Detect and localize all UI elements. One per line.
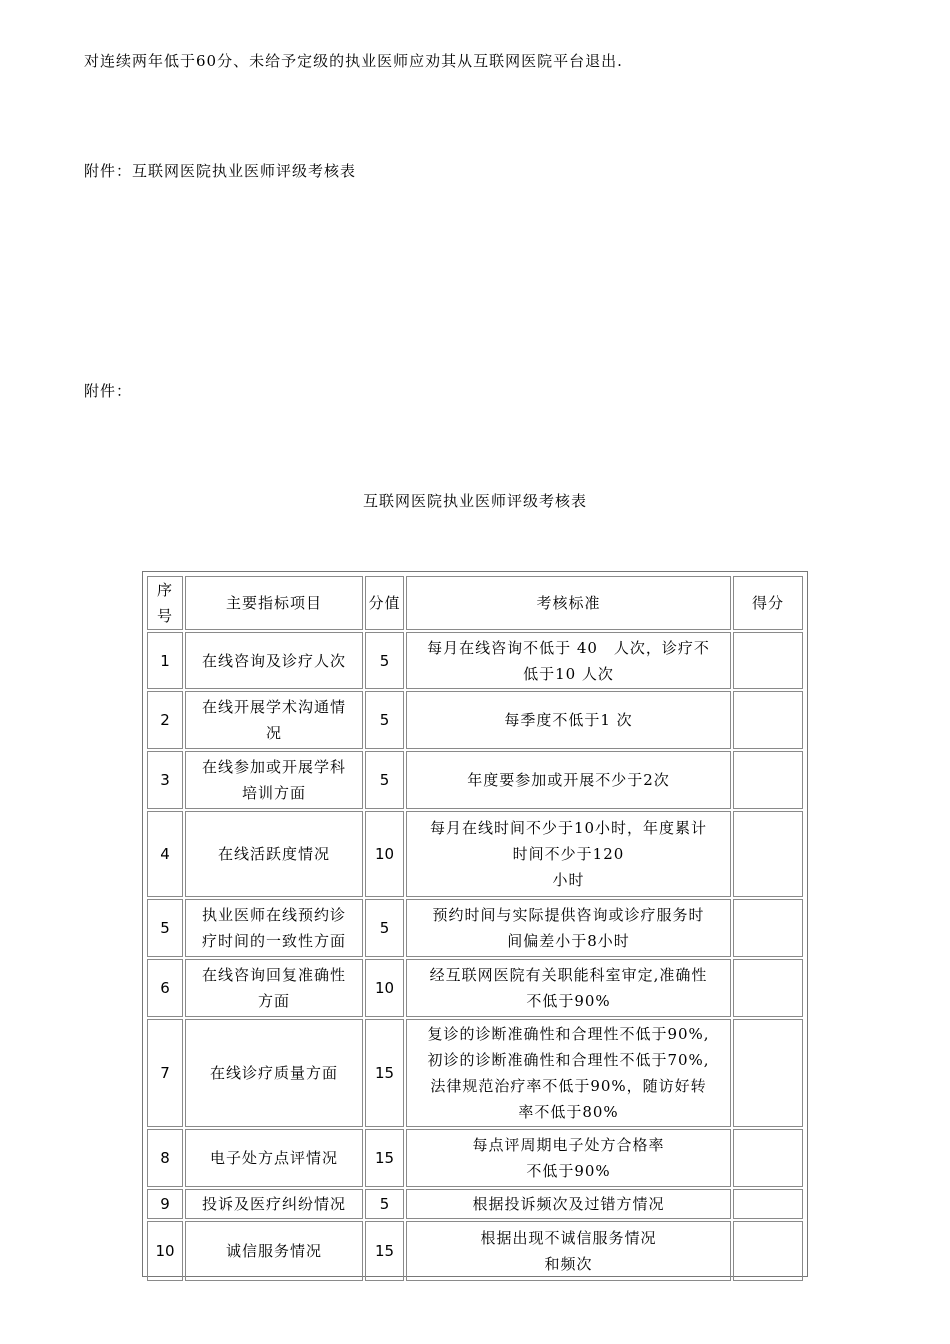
row-item: 在线参加或开展学科 培训方面 bbox=[185, 751, 363, 809]
row-no: 2 bbox=[147, 691, 183, 749]
row-result bbox=[733, 1129, 803, 1187]
row-result bbox=[733, 691, 803, 749]
row-standard: 年度要参加或开展不少于2次 bbox=[406, 751, 731, 809]
table-row bbox=[147, 691, 803, 749]
row-no: 10 bbox=[147, 1221, 183, 1281]
row-score: 15 bbox=[365, 1019, 404, 1127]
row-standard: 根据投诉频次及过错方情况 bbox=[406, 1189, 731, 1219]
row-result bbox=[733, 1189, 803, 1219]
row-result bbox=[733, 1221, 803, 1281]
intro-paragraph: 对连续两年低于60分、未给予定级的执业医师应劝其从互联网医院平台退出. bbox=[84, 52, 623, 70]
assessment-table-frame bbox=[142, 571, 808, 1277]
annex-reference: 附件：互联网医院执业医师评级考核表 bbox=[84, 162, 357, 180]
row-no: 8 bbox=[147, 1129, 183, 1187]
row-item: 投诉及医疗纠纷情况 bbox=[185, 1189, 363, 1219]
row-standard: 复诊的诊断准确性和合理性不低于90%, 初诊的诊断准确性和合理性不低于70%, 法律规范治疗率不低于90%，随访好转 率不低于80% bbox=[406, 1019, 731, 1127]
table-row bbox=[147, 1019, 803, 1127]
row-score: 5 bbox=[365, 691, 404, 749]
row-result bbox=[733, 751, 803, 809]
row-standard: 经互联网医院有关职能科室审定,准确性 不低于90% bbox=[406, 959, 731, 1017]
row-result bbox=[733, 899, 803, 957]
row-standard: 每季度不低于1 次 bbox=[406, 691, 731, 749]
row-score: 15 bbox=[365, 1129, 404, 1187]
row-item: 在线咨询回复准确性 方面 bbox=[185, 959, 363, 1017]
row-result bbox=[733, 811, 803, 897]
row-no: 5 bbox=[147, 899, 183, 957]
table-title: 互联网医院执业医师评级考核表 bbox=[362, 492, 587, 510]
row-standard: 每点评周期电子处方合格率 不低于90% bbox=[406, 1129, 731, 1187]
table-row bbox=[147, 959, 803, 1017]
row-result bbox=[733, 959, 803, 1017]
header-score: 分值 bbox=[365, 576, 404, 630]
row-standard: 每月在线咨询不低于 40 人次，诊疗不 低于10 人次 bbox=[406, 632, 731, 689]
row-no: 4 bbox=[147, 811, 183, 897]
row-no: 6 bbox=[147, 959, 183, 1017]
row-score: 5 bbox=[365, 899, 404, 957]
row-no: 3 bbox=[147, 751, 183, 809]
row-item: 电子处方点评情况 bbox=[185, 1129, 363, 1187]
row-score: 5 bbox=[365, 1189, 404, 1219]
table-row bbox=[147, 751, 803, 809]
annex-label: 附件： bbox=[84, 382, 133, 400]
row-item: 在线诊疗质量方面 bbox=[185, 1019, 363, 1127]
row-item: 执业医师在线预约诊 疗时间的一致性方面 bbox=[185, 899, 363, 957]
table-row bbox=[147, 1189, 803, 1219]
table-header-row bbox=[147, 576, 803, 630]
row-item: 诚信服务情况 bbox=[185, 1221, 363, 1281]
row-no: 7 bbox=[147, 1019, 183, 1127]
header-result: 得分 bbox=[733, 576, 803, 630]
row-result bbox=[733, 632, 803, 689]
header-item: 主要指标项目 bbox=[185, 576, 363, 630]
row-result bbox=[733, 1019, 803, 1127]
row-item: 在线咨询及诊疗人次 bbox=[185, 632, 363, 689]
table-row bbox=[147, 899, 803, 957]
table-row bbox=[147, 632, 803, 689]
row-standard: 根据出现不诚信服务情况 和频次 bbox=[406, 1221, 731, 1281]
header-standard: 考核标准 bbox=[406, 576, 731, 630]
row-score: 10 bbox=[365, 959, 404, 1017]
table-row bbox=[147, 1129, 803, 1187]
row-item: 在线开展学术沟通情 况 bbox=[185, 691, 363, 749]
assessment-table bbox=[145, 574, 805, 1283]
row-standard: 每月在线时间不少于10小时，年度累计 时间不少于120 小时 bbox=[406, 811, 731, 897]
row-score: 5 bbox=[365, 632, 404, 689]
row-item: 在线活跃度情况 bbox=[185, 811, 363, 897]
row-no: 9 bbox=[147, 1189, 183, 1219]
row-no: 1 bbox=[147, 632, 183, 689]
row-score: 15 bbox=[365, 1221, 404, 1281]
row-score: 10 bbox=[365, 811, 404, 897]
table-row bbox=[147, 811, 803, 897]
row-standard: 预约时间与实际提供咨询或诊疗服务时 间偏差小于8小时 bbox=[406, 899, 731, 957]
header-no: 序号 bbox=[147, 576, 183, 630]
row-score: 5 bbox=[365, 751, 404, 809]
table-row bbox=[147, 1221, 803, 1281]
